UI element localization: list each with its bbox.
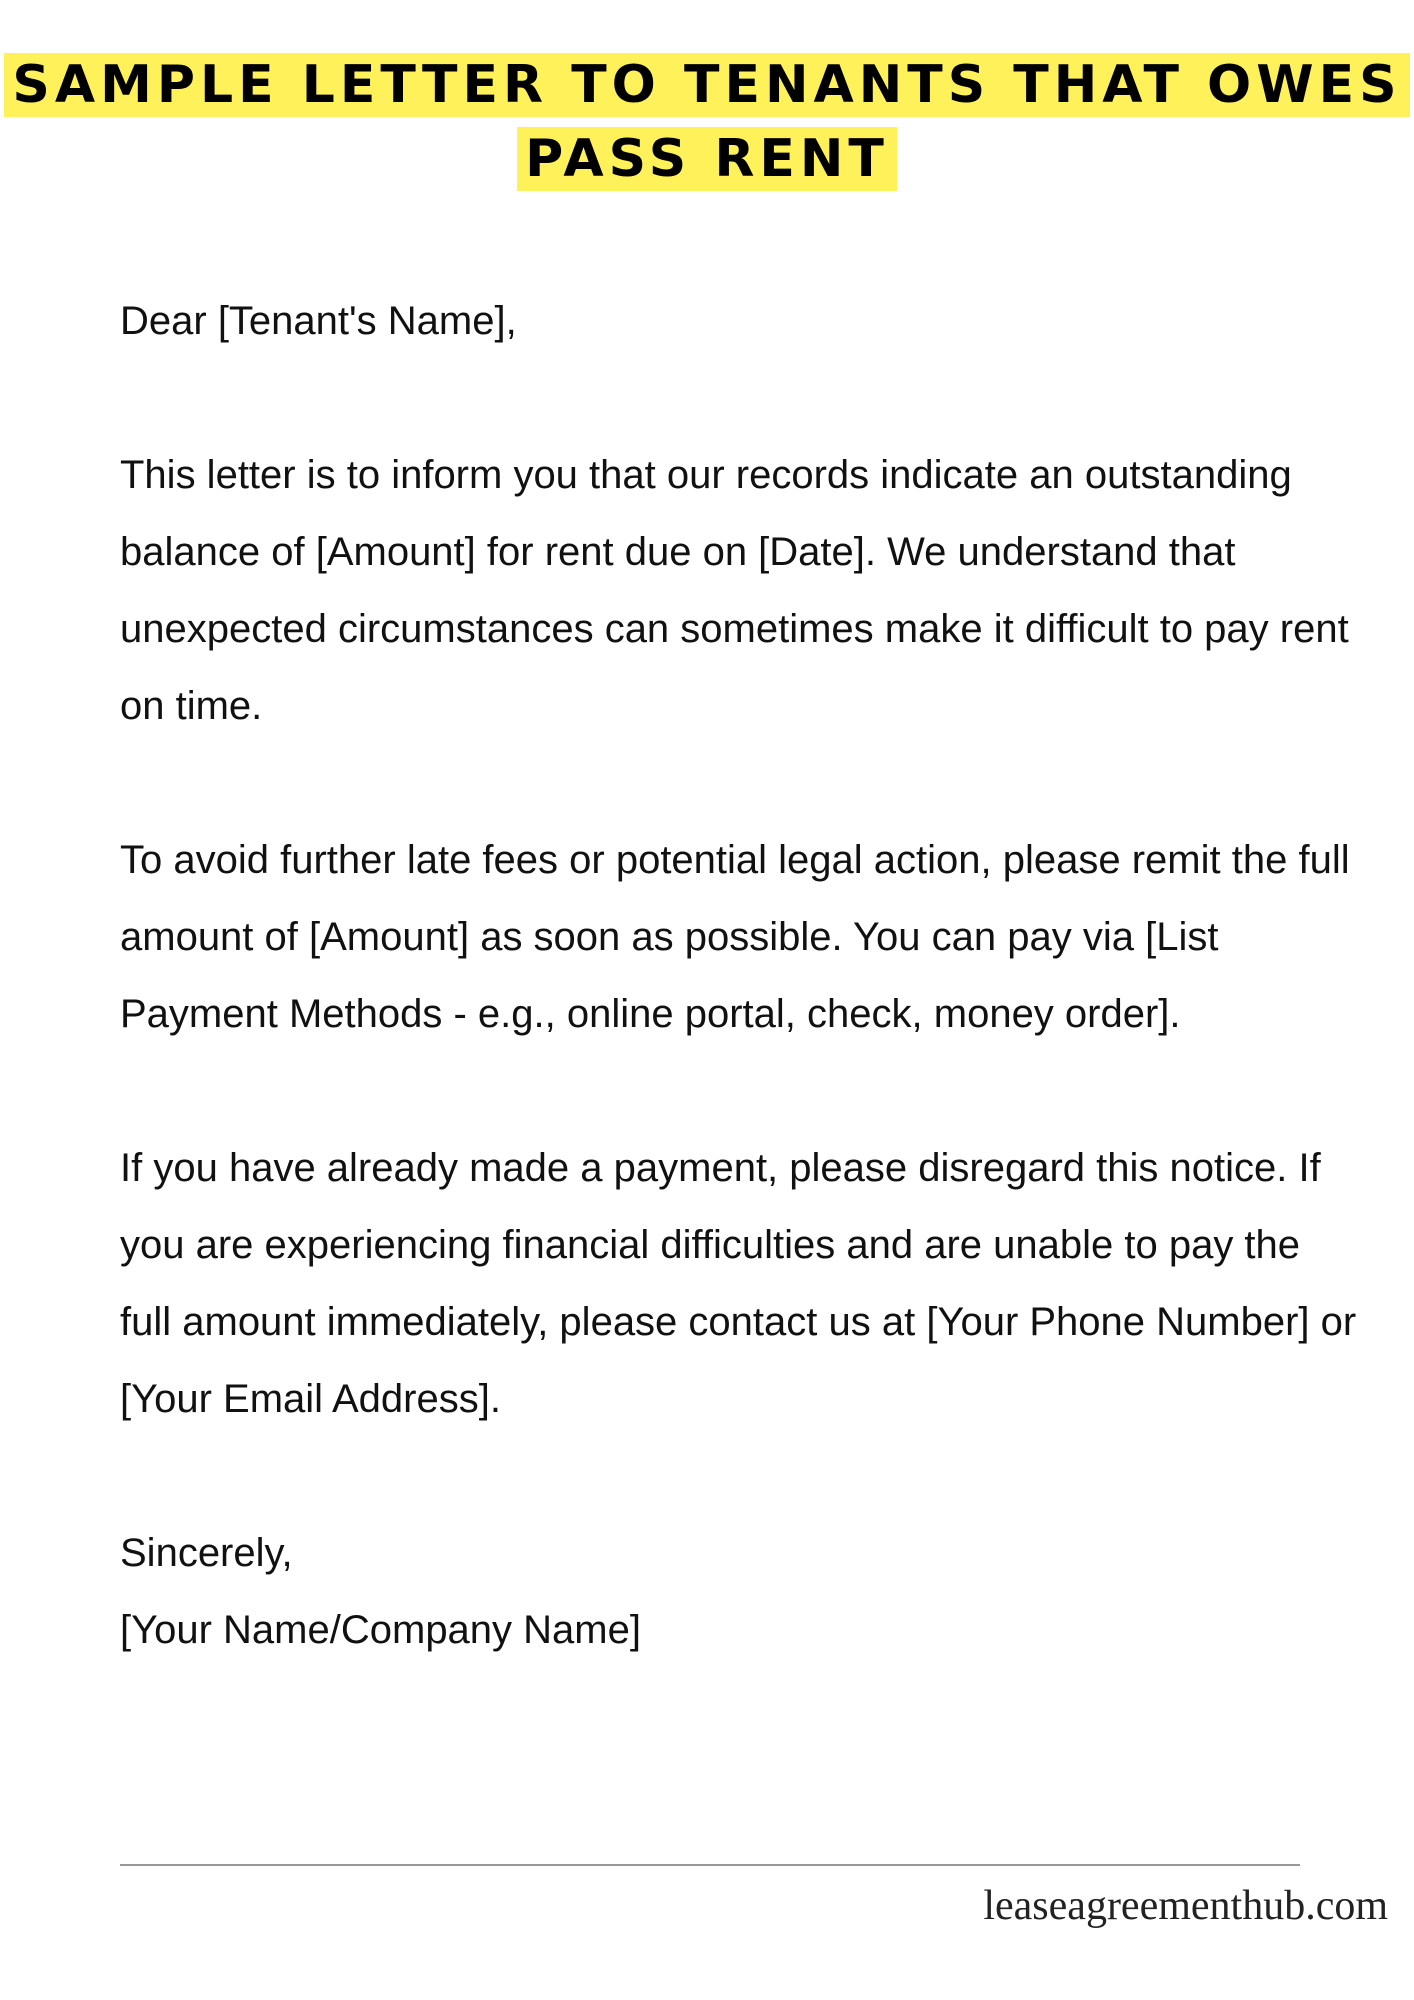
footer-website: leaseagreementhub.com xyxy=(983,1883,1388,1929)
closing: Sincerely, xyxy=(120,1531,293,1575)
salutation: Dear [Tenant's Name], xyxy=(120,299,517,343)
page-title xyxy=(0,48,1414,196)
title-highlight: SAMPLE LETTER TO TENANTS THAT OWES PASS RENT xyxy=(4,53,1409,191)
letter-body xyxy=(120,283,1360,1669)
paragraph-contact-info: If you have already made a payment, please disregard this notice. If you are experiencing financial difficulties and are unable to pay the full amount immediately, please contact us at [Your Phone Number] or [Your Email Address]. xyxy=(120,1146,1357,1421)
footer-divider xyxy=(120,1864,1300,1866)
paragraph-spacer xyxy=(120,745,1360,822)
paragraph-outstanding-balance: This letter is to inform you that our records indicate an outstanding balance of [Amount] for rent due on [Date]. We understand that unexpected circumstances can sometimes make it difficult to pay rent on time. xyxy=(120,453,1349,728)
paragraph-spacer xyxy=(120,1053,1360,1130)
paragraph-payment-request: To avoid further late fees or potential legal action, please remit the full amount of [Amount] as soon as possible. You can pay via [List Payment Methods - e.g., online portal, check, money order]. xyxy=(120,838,1350,1036)
signature: [Your Name/Company Name] xyxy=(120,1608,641,1652)
paragraph-spacer xyxy=(120,1438,1360,1515)
paragraph-spacer xyxy=(120,360,1360,437)
